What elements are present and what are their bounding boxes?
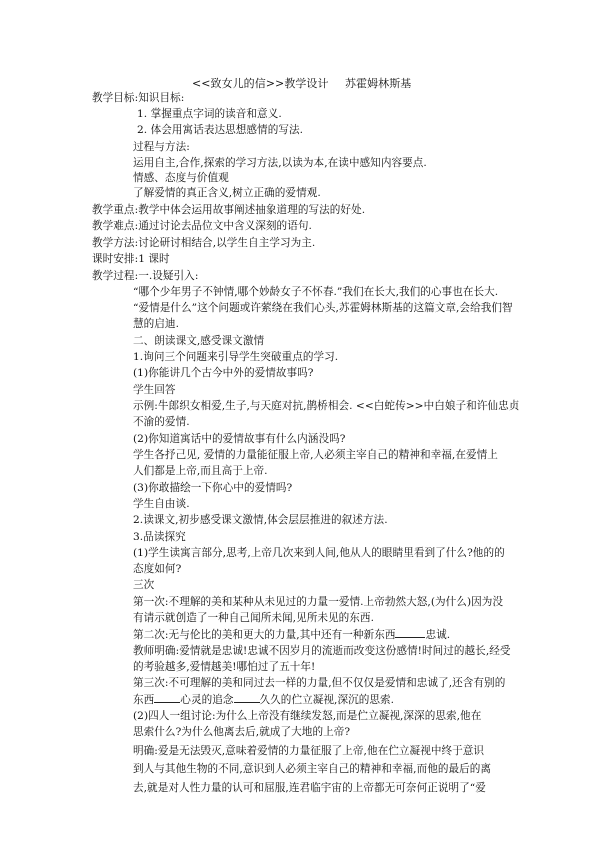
- text-line: 慧的启迪.: [133, 318, 179, 330]
- text-line: 学生各抒己见, 爱情的力量能征服上帝,人必须主宰自己的精神和幸福,在爱情上: [133, 449, 498, 461]
- text-line: 1.询问三个问题来引导学生突破重点的学习.: [133, 351, 339, 363]
- text-line: [133, 692, 394, 707]
- text-line: 教学重点:教学中体会运用故事阐述抽象道理的写法的好处.: [92, 204, 366, 216]
- line-text: 忠诚.: [425, 629, 451, 641]
- text-line: 明确:爱是无法毁灭,意味着爱情的力量征服了上帝,他在伫立凝视中终于意识: [133, 745, 485, 757]
- line-text: 心灵的追念: [180, 694, 234, 706]
- text-line: 教师明确:爱情就是忠诚!忠诚不因岁月的流逝而改变这份感情!时间过的越长,经受: [133, 645, 511, 657]
- text-line: 到人与其他生物的不同,意识到人必须主宰自己的精神和幸福,而他的最后的离: [133, 763, 492, 775]
- doc-title: <<致女儿的信>>教学设计: [192, 77, 329, 90]
- text-line: 教学过程:一.设疑引入:: [92, 270, 199, 282]
- blank-underline: [154, 692, 180, 703]
- doc-author: 苏霍姆林斯基: [345, 77, 412, 90]
- text-line: (1)你能讲几个古今中外的爱情故事吗?: [133, 367, 314, 379]
- text-line: 不渝的爱情.: [133, 416, 190, 428]
- line-text: 第二次:无与伦比的美和更大的力量,其中还有一种新东西: [133, 629, 396, 641]
- text-line: 1. 掌握重点字词的读音和意义.: [137, 108, 282, 120]
- text-line: [133, 627, 450, 642]
- text-line: 情感、态度与价值观: [133, 172, 229, 184]
- text-line: 二、朗读课文,感受课文激情: [133, 335, 265, 347]
- text-line: 的考验越多,爱情越美!哪怕过了五十年!: [133, 661, 316, 673]
- line-text: 东西: [133, 694, 155, 706]
- text-line: “爱情是什么”这个问题或许萦绕在我们心头,苏霍姆林斯基的这篇文章,会给我们智: [133, 302, 513, 314]
- blank-underline: [395, 627, 425, 638]
- text-line: 了解爱情的真正含义,树立正确的爱情观.: [133, 187, 321, 199]
- text-line: 示例:牛郎织女相爱,生子,与天庭对抗,鹊桥相会. <<白蛇传>>中白娘子和许仙忠贞: [133, 400, 520, 412]
- text-line: 2. 体会用寓话表达思想感情的写法.: [137, 124, 304, 136]
- text-line: 教学难点:通过讨论去品位文中含义深刻的语句.: [92, 220, 312, 232]
- text-line: 态度如何?: [133, 563, 182, 575]
- text-line: 教学方法:讨论研讨相结合,以学生自主学习为主.: [92, 237, 316, 249]
- text-line: 去,就是对人性力量的认可和屈服,连君临宇宙的上帝都无可奈何正说明了“爱: [133, 782, 486, 794]
- text-line: 过程与方法:: [133, 141, 190, 153]
- text-line: (3)你敢描绘一下你心中的爱情吗?: [133, 482, 293, 494]
- text-line: 教学目标:知识目标:: [92, 92, 185, 104]
- text-line: 有请示就创造了一种自己闻所未闻,见所未见的东西.: [133, 612, 374, 624]
- text-line: (1)学生读寓言部分,思考,上帝几次来到人间,他从人的眼睛里看到了什么?他的的: [133, 547, 505, 559]
- text-line: 第一次:不理解的美和某种从未见过的力量一爱情.上帝勃然大怒,(为什么)因为没: [133, 596, 504, 608]
- text-line: 第三次:不可理解的美和同过去一样的力量,但不仅仅是爱情和忠诚了,还含有别的: [133, 677, 506, 689]
- text-line: (2)四人一组讨论:为什么上帝没有继续发怒,而是伫立凝视,深深的思索,他在: [133, 710, 482, 722]
- text-line: 学生自由谈.: [133, 498, 190, 510]
- text-line: 人们都是上帝,而且高于上帝.: [133, 465, 268, 477]
- text-line: 3.品读探究: [133, 531, 186, 543]
- text-line: 2.读课文,初步感受课文激情,体会层层推进的叙述方法.: [133, 514, 388, 526]
- text-line: (2)你知道寓话中的爱情故事有什么内涵没吗?: [133, 433, 346, 445]
- blank-underline: [234, 692, 260, 703]
- line-text: 久久的伫立凝视,深沉的思索.: [259, 694, 395, 706]
- text-line: 学生回答: [133, 384, 176, 396]
- text-line: 运用自主,合作,探索的学习方法,以读为本,在读中感知内容要点.: [133, 157, 427, 169]
- text-line: 思索什么?为什么他离去后,就成了大地的上帝?: [133, 726, 351, 738]
- text-line: 课时安排:1 课时: [92, 253, 170, 265]
- text-line: 三次: [133, 579, 155, 591]
- text-line: “哪个少年男子不钟情,哪个妙龄女子不怀春.”我们在长大,我们的心事也在长大.: [133, 286, 499, 298]
